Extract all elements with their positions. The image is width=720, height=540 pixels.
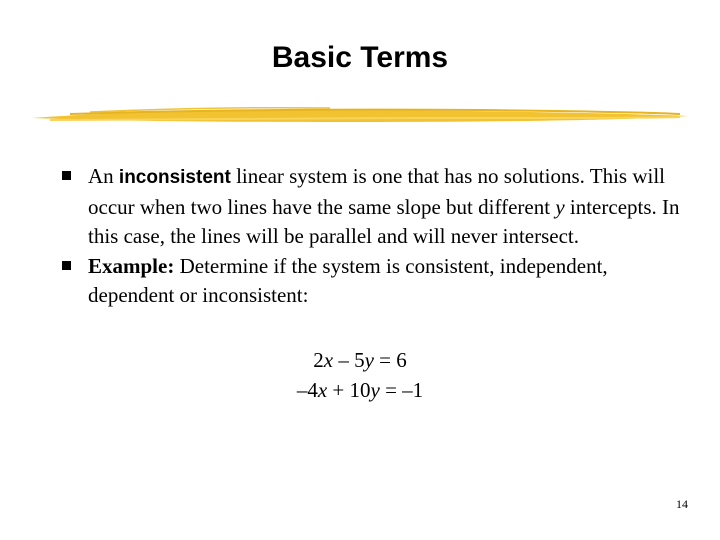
bullet-1-mid: linear system is one that has no solutions. This will occur when two lines have the same slope but different — [88, 164, 665, 219]
bullet-example — [62, 252, 682, 311]
title-underline-brushstroke — [30, 100, 690, 130]
bullet-1-pre: An — [88, 164, 119, 188]
square-bullet-icon — [62, 261, 71, 270]
square-bullet-icon — [62, 171, 71, 180]
term-inconsistent: inconsistent — [118, 167, 231, 188]
bullet-list — [62, 162, 682, 311]
bullet-inconsistent-definition — [62, 162, 682, 252]
equation-1: 2x – 5y = 6 — [313, 348, 407, 372]
example-label: Example: — [88, 253, 175, 278]
bullet-1-post: intercepts. In this case, the lines will be parallel and will never intersect. — [88, 194, 680, 248]
page-number: 14 — [676, 497, 688, 511]
var-y: y — [555, 194, 565, 219]
example-text: Determine if the system is consistent, independent, dependent or inconsistent: — [88, 253, 608, 307]
slide-title: Basic Terms — [271, 41, 449, 74]
equation-2: –4x + 10y = –1 — [296, 378, 424, 402]
system-of-equations — [0, 345, 720, 405]
